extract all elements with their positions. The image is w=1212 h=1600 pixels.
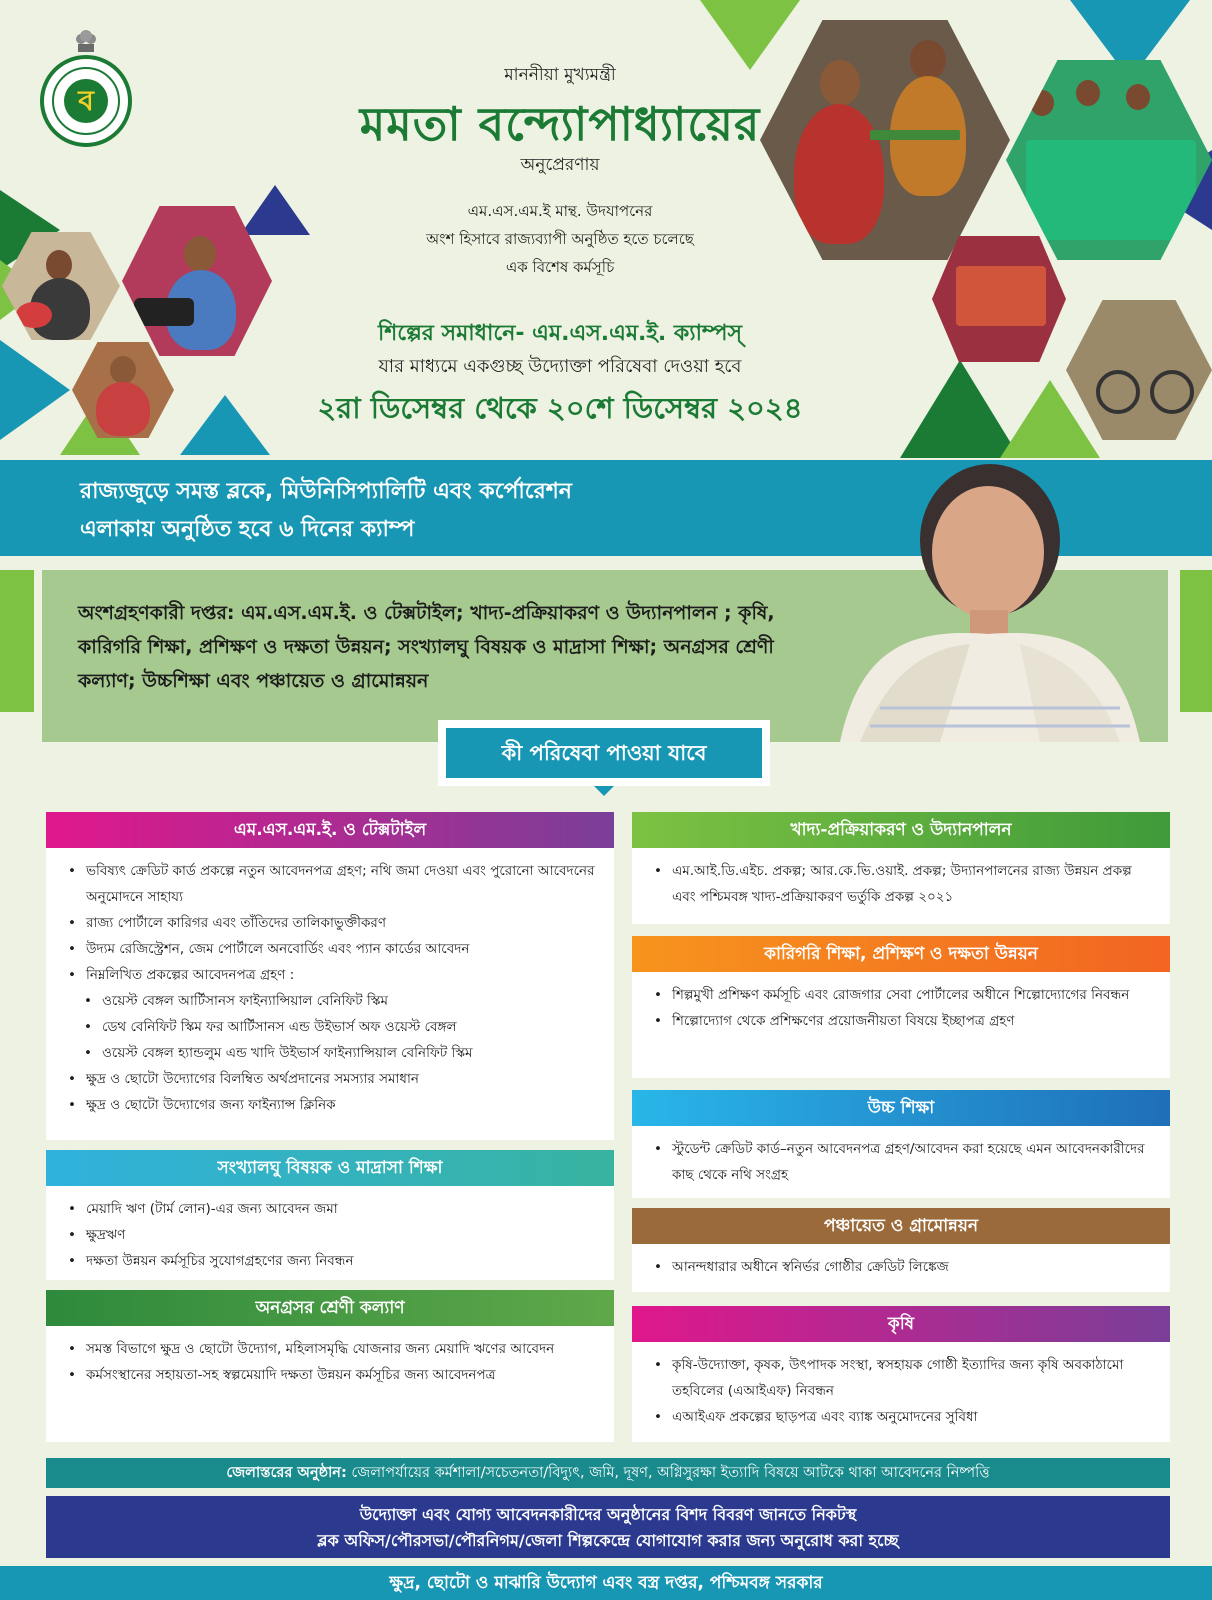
list-item: • শিল্পমুখী প্রশিক্ষণ কর্মসূচি এবং রোজগার সেবা পোর্টালের অধীনে শিল্পোদ্যোগের নিবন্ধন	[660, 982, 1156, 1008]
photo-textile-hex	[1006, 60, 1212, 260]
msme-card	[46, 812, 614, 1140]
inspiration-text: অনুপ্রেরণায়	[520, 155, 600, 175]
campus-title: শিল্পের সমাধানে- এম.এস.এম.ই. ক্যাম্পস্	[377, 321, 743, 346]
backward-class-card	[46, 1290, 614, 1442]
panchayat-card-title: পঞ্চায়েত ও গ্রামোন্নয়ন	[632, 1208, 1170, 1244]
list-item: • সমস্ত বিভাগে ক্ষুদ্র ও ছোটো উদ্যোগ, মহিলাসমৃদ্ধি যোজনার জন্য মেয়াদি ঋণের আবেদন	[74, 1336, 600, 1362]
higher-education-card	[632, 1090, 1170, 1198]
list-item: • স্টুডেন্ট ক্রেডিট কার্ড–নতুন আবেদনপত্র গ্রহণ/আবেদন করা হয়েছে এমন আবেদনকারীদের কাছ থেকে নথি সংগ্রহ	[660, 1136, 1156, 1188]
service-line: যার মাধ্যমে একগুচ্ছ উদ্যোক্তা পরিষেবা দেওয়া হবে	[378, 356, 742, 377]
camp-info-line: এলাকায় অনুষ্ঠিত হবে ৬ দিনের ক্যাম্প	[80, 517, 415, 542]
list-item: • মেয়াদি ঋণ (টার্ম লোন)-এর জন্য আবেদন জমা	[74, 1196, 600, 1222]
food-processing-card	[632, 812, 1170, 924]
list-item: • রাজ্য পোর্টালে কারিগর এবং তাঁতিদের তালিকাভুক্তীকরণ	[74, 910, 600, 936]
district-event-band	[46, 1458, 1170, 1488]
backward-class-list	[46, 1326, 614, 1394]
biswa-bangla-logo: ব	[40, 55, 132, 147]
list-item: • ক্ষুদ্রঋণ	[74, 1222, 600, 1248]
decor-triangle	[700, 0, 800, 70]
agriculture-card	[632, 1306, 1170, 1442]
technical-education-list	[632, 972, 1170, 1040]
list-item: • নিম্নলিখিত প্রকল্পের আবেদনপত্র গ্রহণ :	[74, 962, 600, 988]
list-item: • উদ্যম রেজিস্ট্রেশন, জেম পোর্টালে অনবোর্ডিং এবং প্যান কার্ডের আবেদন	[74, 936, 600, 962]
msme-list	[46, 848, 614, 1124]
list-subitem: • ওয়েস্ট বেঙ্গল আর্টিসানস ফাইন্যান্সিয়াল বেনিফিট স্কিম	[74, 988, 600, 1014]
intro-line: এম.এস.এম.ই মান্থ. উদযাপনের	[467, 202, 653, 220]
technical-education-card	[632, 936, 1170, 1078]
intro-line: এক বিশেষ কর্মসূচি	[505, 258, 615, 276]
intro-line: অংশ হিসাবে রাজ্যব্যাপী অনুষ্ঠিত হতে চলেছে	[426, 230, 694, 248]
higher-education-list	[632, 1126, 1170, 1194]
arrow-down-icon	[594, 786, 614, 796]
photo-saree-hex	[932, 236, 1066, 362]
minority-card	[46, 1150, 614, 1280]
higher-education-card-title: উচ্চ শিক্ষা	[632, 1090, 1170, 1126]
panchayat-card	[632, 1208, 1170, 1292]
contact-band	[46, 1496, 1170, 1558]
departments-list: এম.এস.এম.ই. ও টেক্সটাইল; খাদ্য-প্রক্রিয়াকরণ ও উদ্যানপালন ; কৃষি, কারিগরি শিক্ষা, প্রশিক্ষণ ও দক্ষতা উন্নয়ন; সংখ্যালঘু বিষয়ক ও মাদ্রাসা শিক্ষা; অনগ্রসর শ্রেণী কল্যাণ; উচ্চশিক্ষা এবং পঞ্চায়েত ও গ্রামোন্নয়ন	[78, 602, 775, 692]
services-heading-box	[438, 720, 770, 786]
footer-department: ক্ষুদ্র, ছোটো ও মাঝারি উদ্যোগ এবং বস্ত্র দপ্তর, পশ্চিমবঙ্গ সরকার	[0, 1566, 1212, 1600]
backward-class-card-title: অনগ্রসর শ্রেণী কল্যাণ	[46, 1290, 614, 1326]
list-item: • কৃষি-উদ্যোক্তা, কৃষক, উৎপাদক সংস্থা, স্বসহায়ক গোষ্ঠী ইত্যাদির জন্য কৃষি অবকাঠামো তহবিলের (এআইএফ) নিবন্ধন	[660, 1352, 1156, 1404]
services-heading: কী পরিষেবা পাওয়া যাবে	[446, 728, 762, 778]
list-item: • এম.আই.ডি.এইচ. প্রকল্প; আর.কে.ভি.ওয়াই. প্রকল্প; উদ্যানপালনের রাজ্য উন্নয়ন প্রকল্প এবং পশ্চিমবঙ্গ খাদ্য-প্রক্রিয়াকরণ ভর্তুকি প্রকল্প ২০২১	[660, 858, 1156, 910]
camp-info-line: রাজ্যজুড়ে সমস্ত ব্লকে, মিউনিসিপ্যালিটি এবং কর্পোরেশন	[80, 479, 572, 504]
ashoka-emblem-icon	[74, 28, 98, 54]
minority-list	[46, 1186, 614, 1280]
departments-text	[78, 596, 818, 698]
list-item: • কর্মসংস্থানের সহায়তা-সহ স্বল্পমেয়াদি দক্ষতা উন্নয়ন কর্মসূচির জন্য আবেদনপত্র	[74, 1362, 600, 1388]
technical-education-card-title: কারিগরি শিক্ষা, প্রশিক্ষণ ও দক্ষতা উন্নয়ন	[632, 936, 1170, 972]
list-item: • দক্ষতা উন্নয়ন কর্মসূচির সুযোগগ্রহণের জন্য নিবন্ধন	[74, 1248, 600, 1274]
decor-bar	[0, 570, 34, 712]
list-item: • ক্ষুদ্র ও ছোটো উদ্যোগের জন্য ফাইন্যান্স ক্লিনিক	[74, 1092, 600, 1118]
msme-card-title: এম.এস.এম.ই. ও টেক্সটাইল	[46, 812, 614, 848]
food-processing-list	[632, 848, 1170, 916]
agriculture-list	[632, 1342, 1170, 1436]
minority-card-title: সংখ্যালঘু বিষয়ক ও মাদ্রাসা শিক্ষা	[46, 1150, 614, 1186]
list-item: • ভবিষ্যৎ ক্রেডিট কার্ড প্রকল্পে নতুন আবেদনপত্র গ্রহণ; নথি জমা দেওয়া এবং পুরোনো আবেদনের অনুমোদনে সাহায্য	[74, 858, 600, 910]
cm-portrait	[820, 448, 1150, 742]
panchayat-list	[632, 1244, 1170, 1286]
district-event-text: জেলাপর্যায়ের কর্মশালা/সচেতনতা/বিদ্যুৎ, জমি, দূষণ, অগ্নিসুরক্ষা ইত্যাদি বিষয়ে আটকে থাকা আবেদনের নিষ্পত্তি	[346, 1465, 990, 1481]
list-item: • ক্ষুদ্র ও ছোটো উদ্যোগের বিলম্বিত অর্থপ্রদানের সমস্যার সমাধান	[74, 1066, 600, 1092]
cm-title: মাননীয়া মুখ্যমন্ত্রী	[504, 65, 616, 85]
list-subitem: • ডেথ বেনিফিট স্কিম ফর আর্টিসানস এন্ড উইভার্স অফ ওয়েস্ট বেঙ্গল	[74, 1014, 600, 1040]
event-dates: ২রা ডিসেম্বর থেকে ২০শে ডিসেম্বর ২০২৪	[317, 391, 803, 425]
food-processing-card-title: খাদ্য-প্রক্রিয়াকরণ ও উদ্যানপালন	[632, 812, 1170, 848]
contact-line: ব্লক অফিস/পৌরসভা/পৌরনিগম/জেলা শিল্পকেন্দ্রে যোগাযোগ করার জন্য অনুরোধ করা হচ্ছে	[317, 1531, 899, 1550]
list-item: • আনন্দধারার অধীনে স্বনির্ভর গোষ্ঠীর ক্রেডিট লিঙ্কেজ	[660, 1254, 1156, 1280]
list-item: • শিল্পোদ্যোগ থেকে প্রশিক্ষণের প্রয়োজনীয়তা বিষয়ে ইচ্ছাপত্র গ্রহণ	[660, 1008, 1156, 1034]
contact-line: উদ্যোক্তা এবং যোগ্য আবেদনকারীদের অনুষ্ঠানের বিশদ বিবরণ জানতে নিকটস্থ	[359, 1505, 857, 1524]
departments-label: অংশগ্রহণকারী দপ্তর:	[78, 602, 235, 624]
district-event-label: জেলাস্তরের অনুষ্ঠান:	[226, 1465, 347, 1481]
list-subitem: • ওয়েস্ট বেঙ্গল হ্যান্ডলুম এন্ড খাদি উইভার্স ফাইন্যান্সিয়াল বেনিফিট স্কিম	[74, 1040, 600, 1066]
header	[0, 0, 1212, 458]
cm-name: মমতা বন্দ্যোপাধ্যায়ের	[359, 97, 761, 151]
agriculture-card-title: কৃষি	[632, 1306, 1170, 1342]
decor-bar	[1180, 570, 1212, 712]
list-item: • এআইএফ প্রকল্পের ছাড়পত্র এবং ব্যাঙ্ক অনুমোদনের সুবিধা	[660, 1404, 1156, 1430]
